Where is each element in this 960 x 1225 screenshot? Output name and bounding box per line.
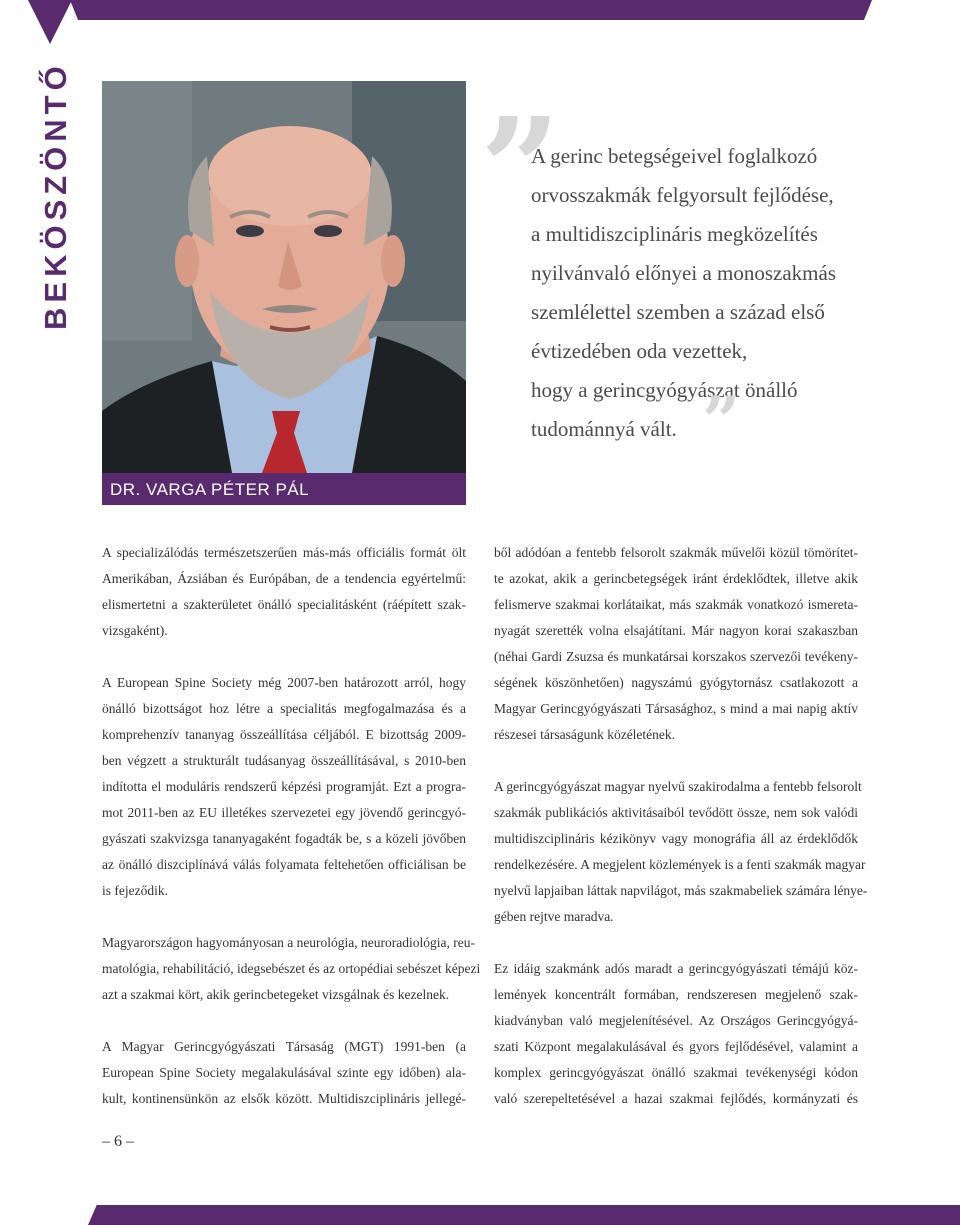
- text-line: részesei társaságunk közéletének.: [494, 727, 676, 742]
- corner-triangle-decoration: [28, 0, 72, 44]
- left-text-column: [102, 540, 481, 1138]
- pull-quote-line: a multidiszciplináris megközelítés: [531, 222, 818, 246]
- section-title: [34, 61, 74, 330]
- paragraph: [494, 956, 858, 1112]
- top-header-bar: [70, 0, 872, 20]
- pull-quote-line: évtizedében oda vezettek,: [531, 339, 748, 363]
- text-line: European Spine Society megalakulásával szinte egy időben) ala-: [102, 1065, 466, 1080]
- text-line: azt a szakmai kört, akik gerincbetegeket vizsgálnak és kezelnek.: [102, 987, 450, 1002]
- text-line: az önálló diszciplínává válás folyamata feltehetően officiálisan be: [102, 857, 466, 872]
- text-line: matológia, rehabilitáció, idegsebészet és az ortopédiai sebészet képezi: [102, 961, 481, 976]
- pull-quote-line: orvosszakmák felgyorsult fejlődése,: [531, 183, 834, 207]
- text-line: A gerincgyógyászat magyar nyelvű szakirodalma a fentebb felsorolt: [494, 779, 862, 794]
- pull-quote-line: szemlélettel szemben a század első: [531, 300, 825, 324]
- text-line: nyagát szerették volna elsajátítani. Már nagyon korai szakaszban: [494, 623, 858, 638]
- pull-quote-line: nyilvánvaló előnyei a monoszakmás: [531, 261, 837, 285]
- text-line: mot 2011-ben az EU illetékes szervezetei egy jövendő gerincgyó-: [102, 805, 466, 820]
- paragraph: [102, 670, 466, 904]
- text-line: ből adódóan a fentebb felsorolt szakmák művelői közül tömörítet-: [494, 545, 858, 560]
- text-line: gében rejtve maradva.: [494, 909, 614, 924]
- text-line: felismerve szakmai korlátaikat, más szakmák vonatkozó ismereta-: [494, 597, 858, 612]
- text-line: Magyarországon hagyományosan a neurológia, neuroradiológia, reu-: [102, 935, 475, 950]
- text-line: rendelkezésére. A megjelent közlemények is a fenti szakmák magyar: [494, 857, 866, 872]
- text-line: vizsgaként).: [102, 623, 168, 638]
- pull-quote-line: hogy a gerincgyógyászat önálló: [531, 378, 798, 402]
- text-line: A European Spine Society még 2007-ben határozott arról, hogy: [102, 675, 466, 690]
- text-line: nyelvű lapjaiban láttak napvilágot, más szakmabeliek számára lénye-: [494, 883, 868, 898]
- text-line: szakmák publikációs aktivitásaiból tevődött össze, nem sok valódi: [494, 805, 858, 820]
- text-line: te azokat, akik a gerincbetegségek iránt érdeklődtek, illetve akik: [494, 571, 858, 586]
- paragraph: [102, 1034, 466, 1112]
- text-line: (néhai Gardi Zsuzsa és munkatársai korszakos szervezői tevékeny-: [494, 649, 858, 664]
- text-line: kiadványban való megjelenítésével. Az Országos Gerincgyógyá-: [494, 1013, 858, 1028]
- text-line: ben végzett a strukturált tudásanyag összeállításával, s 2010-ben: [102, 753, 466, 768]
- text-line: lemények koncentrált formában, rendszeresen megjelenő szak-: [494, 987, 858, 1002]
- paragraph: [102, 540, 466, 644]
- bottom-footer-bar: [88, 1205, 960, 1225]
- author-name: DR. VARGA PÉTER PÁL: [110, 480, 310, 499]
- pull-quote-line: A gerinc betegségeivel foglalkozó: [531, 144, 818, 168]
- text-line: kult, kontinensünkön az elsők között. Multidiszciplináris jellegé-: [102, 1091, 466, 1106]
- text-line: Ez idáig szakmánk adós maradt a gerincgyógyászati témájú köz-: [494, 961, 858, 976]
- text-line: A specializálódás természetszerűen más-más officiális formát ölt: [102, 545, 466, 560]
- paragraph: [494, 540, 858, 748]
- text-line: ségének köszönhetően) nagyszámú gyógytornász csatlakozott a: [494, 675, 858, 690]
- text-line: Amerikában, Ázsiában és Európában, de a tendencia egyértelmű:: [102, 571, 466, 586]
- text-line: multidiszciplináris kézikönyv vagy monográfia áll az érdeklődők: [494, 831, 858, 846]
- text-line: A Magyar Gerincgyógyászati Társaság (MGT) 1991-ben (a: [102, 1039, 466, 1054]
- text-line: szati Központ megalakulásával és gyors fejlődésével, valamint a: [494, 1039, 858, 1054]
- author-name-bar: [102, 473, 466, 505]
- text-line: is fejeződik.: [102, 883, 168, 898]
- text-line: komprehenzív tananyag összeállítása céljából. E bizottság 2009-: [102, 727, 466, 742]
- text-line: Magyar Gerincgyógyászati Társasághoz, s mind a mai napig aktív: [494, 701, 858, 716]
- text-line: elismertetni a szakterületet önálló specialitásként (ráépített szak-: [102, 597, 466, 612]
- page-number: – 6 –: [102, 1133, 134, 1150]
- quote-close-mark: ”: [702, 382, 740, 460]
- paragraph: [102, 930, 481, 1008]
- text-line: önálló bizottságot hoz létre a specialitás megfogalmazása és a: [102, 701, 466, 716]
- section-title-text: BEKÖSZÖNTŐ: [38, 61, 73, 330]
- portrait-illustration: [102, 81, 466, 473]
- paragraph: [494, 774, 868, 930]
- text-line: indította el moduláris rendszerű képzési programját. Ezt a progra-: [102, 779, 466, 794]
- text-line: komplex gerincgyógyászat önálló szakmai tevékenységi kódon: [494, 1065, 858, 1080]
- text-line: való szerepeltetésével a hazai szakmai fejlődés, kormányzati és: [494, 1091, 858, 1106]
- pull-quote-line: tudománnyá vált.: [531, 417, 677, 441]
- text-line: gyászati szakvizsga tananyagaként fogadták be, s a közeli jövőben: [102, 831, 466, 846]
- right-text-column: [494, 540, 868, 1138]
- author-portrait-photo: [102, 81, 466, 473]
- quote-open-mark: ”: [480, 88, 561, 252]
